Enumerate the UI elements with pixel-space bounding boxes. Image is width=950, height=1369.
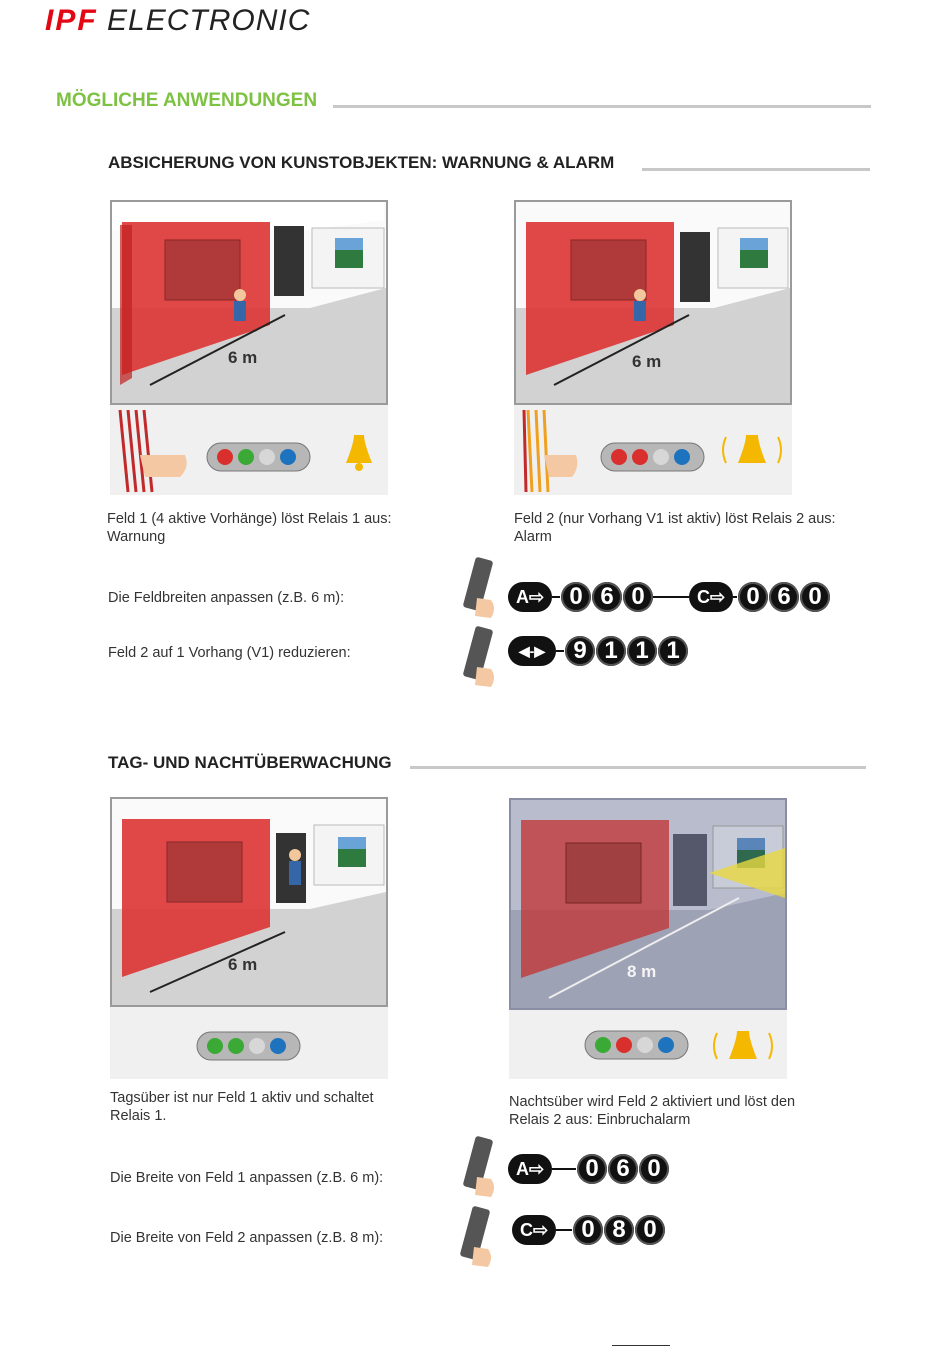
led-off	[637, 1037, 653, 1053]
distance-label: 6 m	[228, 348, 258, 367]
key-c-button: C⇨	[689, 582, 733, 612]
led-green	[238, 449, 254, 465]
keycode-width-field2	[512, 1215, 665, 1245]
led-off	[249, 1038, 265, 1054]
led-green-2	[228, 1038, 244, 1054]
bell-ringing-icon	[729, 1031, 757, 1059]
digit: 0	[577, 1154, 607, 1184]
brand-bold: IPF	[45, 4, 98, 37]
led-blue	[280, 449, 296, 465]
led-green	[595, 1037, 611, 1053]
digit: 1	[627, 636, 657, 666]
door	[680, 232, 710, 302]
led-red	[616, 1037, 632, 1053]
brand-logo	[45, 4, 310, 38]
caption-warning: Feld 1 (4 aktive Vorhänge) löst Relais 1 aus: Warnung	[107, 511, 392, 545]
led-red	[217, 449, 233, 465]
subsection-rule-daynight	[410, 766, 866, 769]
key-a-button: A⇨	[508, 1154, 552, 1184]
keycode-reduce-curtain	[508, 636, 688, 666]
keycode-width-field1	[508, 1154, 669, 1184]
digit: 0	[573, 1215, 603, 1245]
subsection-title-art: ABSICHERUNG VON KUNSTOBJEKTEN: WARNUNG & ALARM	[108, 153, 615, 172]
keycode-adjust-widths	[508, 582, 830, 612]
hand-icon	[140, 455, 187, 477]
led-blue	[674, 449, 690, 465]
digit: 8	[604, 1215, 634, 1245]
led-red-2	[632, 449, 648, 465]
subsection-title-daynight: TAG- UND NACHTÜBERWACHUNG	[108, 753, 392, 772]
hand-icon	[544, 455, 577, 477]
digit: 6	[608, 1154, 638, 1184]
remote-control-icon	[452, 1205, 497, 1269]
room-scene-day	[110, 797, 388, 1007]
digit: 0	[623, 582, 653, 612]
instruction-adjust-widths: Die Feldbreiten anpassen (z.B. 6 m):	[108, 590, 345, 606]
status-indicator-night	[509, 1023, 787, 1079]
digit: 0	[561, 582, 591, 612]
distance-label: 6 m	[632, 352, 662, 371]
caption-day: Tagsüber ist nur Feld 1 aktiv und schaltet Relais 1.	[110, 1090, 374, 1124]
digit: 6	[592, 582, 622, 612]
remote-control-icon	[455, 1135, 500, 1199]
door	[673, 834, 707, 906]
instruction-reduce-curtain: Feld 2 auf 1 Vorhang (V1) reduzieren:	[108, 645, 351, 661]
room-scene-warning	[110, 200, 388, 405]
bell-icon	[346, 435, 372, 463]
key-arrow-button: ◀-▶	[508, 636, 556, 666]
caption-night: Nachtsüber wird Feld 2 aktiviert und löst den Relais 2 aus: Einbruchalarm	[509, 1094, 796, 1128]
digit: 9	[565, 636, 595, 666]
instruction-width-field2: Die Breite von Feld 2 anpassen (z.B. 8 m):	[110, 1230, 384, 1246]
led-red	[611, 449, 627, 465]
led-off	[653, 449, 669, 465]
subsection-rule-art	[642, 168, 870, 171]
led-green	[207, 1038, 223, 1054]
bell-ringing-icon	[738, 435, 766, 463]
digit: 6	[769, 582, 799, 612]
digit: 0	[800, 582, 830, 612]
digit: 0	[639, 1154, 669, 1184]
digit: 1	[596, 636, 626, 666]
footer-rule	[612, 1345, 670, 1346]
digit: 1	[658, 636, 688, 666]
status-indicator-warning	[110, 405, 388, 495]
led-off	[259, 449, 275, 465]
digit: 0	[635, 1215, 665, 1245]
section-title-rule	[333, 105, 871, 108]
led-blue	[658, 1037, 674, 1053]
led-blue	[270, 1038, 286, 1054]
distance-label: 8 m	[627, 962, 657, 981]
brand-rest: ELECTRONIC	[107, 4, 311, 37]
key-a-button: A⇨	[508, 582, 552, 612]
illustration-warning	[110, 200, 388, 495]
door	[274, 226, 304, 296]
status-indicator-alarm	[514, 405, 792, 495]
illustration-night	[509, 798, 787, 1079]
digit: 0	[738, 582, 768, 612]
key-c-button: C⇨	[512, 1215, 556, 1245]
section-title: MÖGLICHE ANWENDUNGEN	[56, 90, 318, 111]
illustration-day	[110, 797, 388, 1079]
instruction-width-field1: Die Breite von Feld 1 anpassen (z.B. 6 m):	[110, 1170, 384, 1186]
room-scene-alarm	[514, 200, 792, 405]
caption-alarm: Feld 2 (nur Vorhang V1 ist aktiv) löst Relais 2 aus: Alarm	[514, 511, 836, 545]
status-indicator-day	[110, 1027, 388, 1067]
distance-label: 6 m	[228, 955, 258, 974]
remote-control-icon	[455, 556, 500, 620]
remote-control-icon	[455, 625, 500, 689]
illustration-alarm	[514, 200, 792, 495]
